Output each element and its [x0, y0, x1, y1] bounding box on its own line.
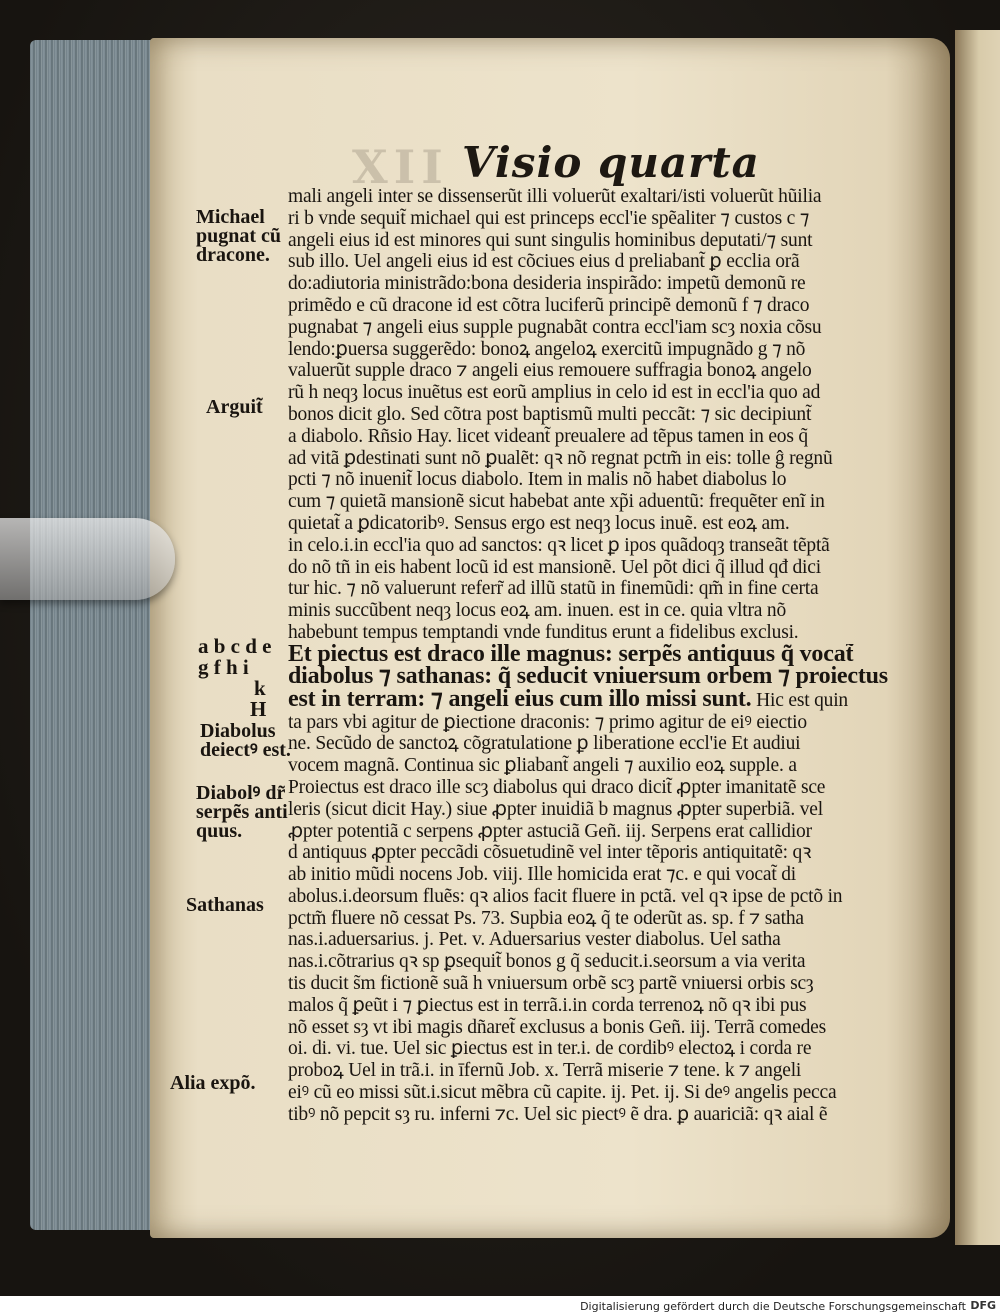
- text-line: ꝓpter potentiã c serpens ꝓpter astuciã Geñ. iij. Serpens erat callidior: [288, 820, 812, 842]
- commentary-lines: [288, 186, 908, 644]
- margin-line: g f h i: [198, 655, 249, 679]
- text-line: abolus.i.deorsum fluẽs: qꝛ alios facit fluere in pctã. vel qꝛ ipse de pctõ in: [288, 885, 843, 907]
- text-line: angeli eius id est minores qui sunt singulis hominibus deputati/⁊ sunt: [288, 229, 813, 251]
- text-line: rũ h neqȝ locus inuẽtus est eorũ amplius in celo id est in eccl'ia quo ad: [288, 382, 821, 404]
- text-line: pctm̃ fluere nõ cessat Ps. 73. Supbia eoꝝ q̃ te oderũt as. sp. f ⁊ satha: [288, 907, 804, 929]
- text-line: mali angeli inter se dissenserũt illi voluerũt exaltari/isti voluerũt hũilia: [288, 186, 822, 207]
- text-line: do nõ tñ in eis habent locũ id est mansionẽ. Uel põt dici q̃ illud qđ dici: [288, 556, 821, 578]
- scripture-text: diabolus ⁊ sathanas: q̃ seducit vniuersum orbem ⁊ proiectus: [288, 666, 888, 689]
- margin-note-sathanas: Sathanas: [186, 894, 264, 916]
- margin-note-alia-expositio: Alia expõ.: [170, 1072, 256, 1094]
- text-line: valuerũt supple draco ⁊ angeli eius remouere suffragia bonoꝝ angelo: [288, 360, 812, 382]
- margin-line: quus.: [196, 820, 243, 842]
- text-line: quietat̃ a ꝑdicatoribꝰ. Sensus ergo est neqȝ locus inuẽ. est eoꝝ am.: [288, 512, 790, 534]
- margin-line: Diabolꝰ dr̃: [196, 782, 286, 804]
- margin-line: Diabolus: [200, 720, 276, 742]
- text-line: primẽdo e cũ dracone id est cõtra luciferũ principẽ demonũ f ⁊ draco: [288, 294, 810, 316]
- margin-note-arguit: Arguit̃: [206, 396, 263, 418]
- scripture-line: [288, 689, 908, 712]
- margin-line: Michael: [196, 206, 265, 228]
- text-line: pugnabat ⁊ angeli eius supple pugnabãt contra eccl'iam scȝ noxia cõsu: [288, 316, 822, 338]
- margin-note-diabolus-serpens: [196, 784, 288, 841]
- margin-line: pugnat cũ: [196, 225, 282, 247]
- text-line: proboꝝ Uel in trã.i. in īfernũ Job. x. Terrã miserie ⁊ tene. k ⁊ angeli: [288, 1060, 802, 1082]
- text-line: minis succũbent neqȝ locus eoꝝ am. inuen. est in ce. quia vltra nõ: [288, 600, 787, 622]
- margin-line: k: [254, 676, 266, 700]
- margin-line: serpẽs anti: [196, 801, 288, 823]
- margin-line: dracone.: [196, 244, 270, 266]
- text-line: cum ⁊ quietã mansionẽ sicut habebat ante xp̃i aduentũ: frequẽter enĩ in: [288, 491, 825, 513]
- text-line: pcti ⁊ nõ inuenit̃ locus diabolo. Item in malis nõ habet diabolus lo: [288, 469, 787, 491]
- text-line: tur hic. ⁊ nõ valuerunt referr̃ ad illũ statũ in finemũdi: qm̃ in fine certa: [288, 578, 819, 600]
- margin-line: H: [250, 697, 267, 721]
- digitization-footer: [0, 1296, 1000, 1316]
- scripture-line: [288, 666, 908, 689]
- text-line: eiꝰ cũ eo missi sũt.i.sicut mẽbra cũ capite. ij. Pet. ij. Si deꝰ angelis pecca: [288, 1082, 837, 1104]
- show-through-folio: XII: [352, 140, 449, 194]
- text-line: tis ducit s̃m fictionẽ suã h vniuersum orbẽ scȝ partẽ vniuersi orbis scȝ: [288, 973, 814, 995]
- margin-letter-index: [198, 636, 272, 720]
- margin-note-diabolus-deiectus: [200, 722, 291, 760]
- margin-line: deiectꝰ est.: [200, 739, 291, 761]
- commentary-start: Hic est quin: [751, 689, 848, 711]
- scripture-passage: [288, 644, 908, 712]
- running-head: Visio quarta: [462, 138, 760, 187]
- text-line: leris (sicut dicit Hay.) siue ꝓpter inuidiã b magnus ꝓpter superbiã. vel: [288, 798, 823, 820]
- text-line: in celo.i.in eccl'ia quo ad sanctos: qꝛ licet ꝑ ipos quãdoqȝ transeãt tẽptã: [288, 534, 830, 556]
- text-line: bonos dicit glo. Sed cõtra post baptismũ multi peccãt: ⁊ sic decipiunt̃: [288, 403, 812, 425]
- text-line: a diabolo. Rñsio Hay. licet videant̃ preualere ad tẽpus tamen in eos q̃: [288, 425, 808, 447]
- footer-credit: Digitalisierung gefördert durch die Deutsche Forschungsgemeinschaft: [580, 1300, 966, 1313]
- text-line: ne. Secũdo de sanctoꝝ cõgratulatione ꝑ liberatione eccl'ie Et audiui: [288, 733, 801, 755]
- page-edges: [30, 40, 160, 1230]
- scripture-text: Et piectus est draco ille magnus: serpẽs antiquus q̃ vocat̃: [288, 643, 854, 667]
- page-holder-strip: [0, 518, 175, 600]
- text-line: do:adiutoria ministrãdo:bona desideria inspirãdo: impetũ demonũ re: [288, 273, 806, 295]
- text-line: nõ esset sȝ vt ibi magis dñaret̃ exclusus a bonis Geñ. iij. Terrã comedes: [288, 1016, 826, 1038]
- facing-page-edge: [955, 30, 1000, 1245]
- margin-line: a b c d e: [198, 634, 272, 658]
- text-line: ri b vnde sequit̃ michael qui est princeps eccl'ie spẽaliter ⁊ custos c ⁊: [288, 207, 810, 229]
- dfg-logo: DFG: [970, 1299, 996, 1312]
- text-line: sub illo. Uel angeli eius id est cõciues eius d preliabant̃ ꝑ ecclia orã: [288, 251, 800, 273]
- text-line: vocem magnã. Continua sic ꝑliabant̃ angeli ⁊ auxilio eoꝝ supple. a: [288, 755, 797, 777]
- text-line: oi. di. vi. tue. Uel sic ꝑiectus est in ter.i. de cordibꝰ electoꝝ i corda re: [288, 1038, 812, 1060]
- commentary-continuation: [288, 712, 908, 1126]
- text-line: ta pars vbi agitur de ꝑiectione draconis: ⁊ primo agitur de eiꝰ eiectio: [288, 711, 807, 733]
- text-line: nas.i.aduersarius. j. Pet. v. Aduersarius vester diabolus. Uel satha: [288, 929, 781, 951]
- margin-note-michael: [196, 208, 281, 265]
- text-line: lendo:ꝑuersa suggerẽdo: bonoꝝ angeloꝝ exercitũ impugnãdo g ⁊ nõ: [288, 338, 806, 360]
- text-line: Proiectus est draco ille scȝ diabolus qui draco dicit̃ ꝓpter imanitatẽ sce: [288, 776, 826, 798]
- text-line: nas.i.cõtrarius qꝛ sp ꝑsequit̃ bonos g q̃ seducit.i.seorsum a via verita: [288, 951, 806, 973]
- text-line: ad vitã ꝑdestinati sunt nõ ꝑualẽt: qꝛ nõ regnat pctm̃ in eis: tolle ĝ regnũ: [288, 447, 833, 469]
- text-line: tibꝰ nõ pepcit sȝ ru. inferni ⁊c. Uel sic piectꝰ ẽ dra. ꝑ auariciã: qꝛ aial ẽ: [288, 1103, 828, 1125]
- main-text-block: [288, 186, 908, 1126]
- text-line: d antiquus ꝓpter peccãdi cõsuetudinẽ vel inter tẽporis antiquitatẽ: qꝛ: [288, 842, 812, 864]
- text-line: habebunt tempus temptandi vnde funditus erunt a fidelibus exclusi.: [288, 621, 799, 643]
- scripture-text: est in terram: ⁊ angeli eius cum illo missi sunt.: [288, 688, 752, 712]
- scripture-line: [288, 644, 908, 667]
- text-line: ab initio mũdi nocens Job. viij. Ille homicida erat ⁊c. e qui vocat̃ di: [288, 864, 796, 886]
- text-line: malos q̃ ꝑeũt i ⁊ ꝑiectus est in terrã.i.in corda terrenoꝝ nõ qꝛ ibi pus: [288, 994, 807, 1016]
